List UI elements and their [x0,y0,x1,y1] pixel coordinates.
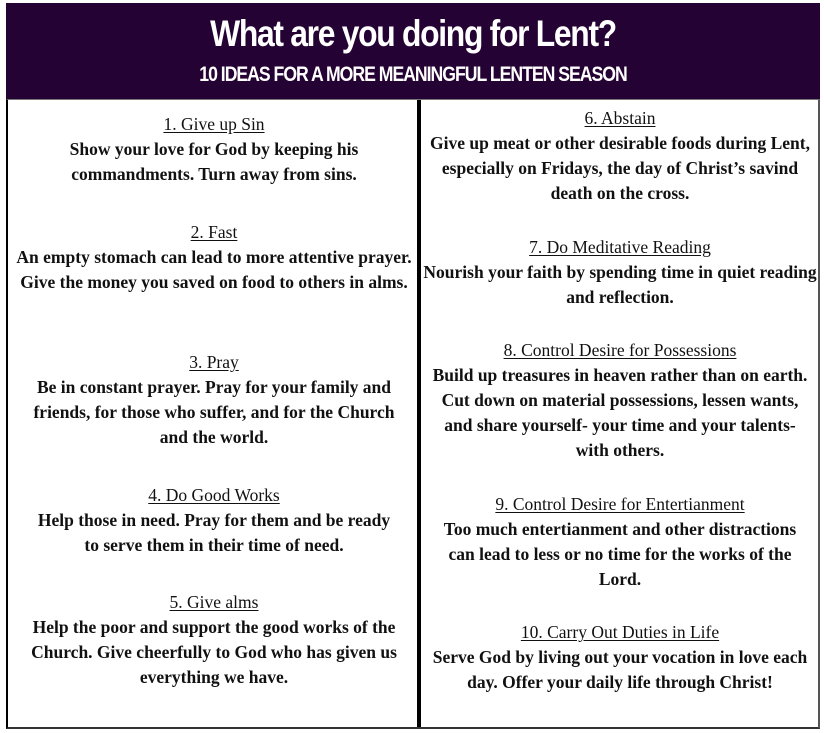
idea-3 [12,350,416,450]
idea-title: 4. Do Good Works [148,485,280,505]
idea-title: 9. Control Desire for Entertianment [495,494,745,514]
idea-4 [12,483,416,558]
idea-body: Give up meat or other desirable foods during Lent, especially on Fridays, the day of Christ’s savind death on the cross. [430,133,810,203]
idea-body: Nourish your faith by spending time in quiet reading and reflection. [423,262,817,307]
idea-body: Help the poor and support the good works of the Church. Give cheerfully to God who has given us everything we have. [31,617,397,687]
idea-body: Show your love for God by keeping his commandments. Turn away from sins. [69,139,359,184]
idea-1 [12,112,416,187]
idea-title: 8. Control Desire for Possessions [503,340,737,360]
idea-8 [422,338,818,463]
idea-title: 5. Give alms [169,592,259,612]
idea-title: 1. Give up Sin [163,114,265,134]
idea-body: Help those in need. Pray for them and be ready to serve them in their time of need. [37,510,391,555]
idea-6 [422,106,818,206]
idea-body: Serve God by living out your vocation in love each day. Offer your daily life through Christ! [432,647,808,692]
idea-9 [422,492,818,592]
idea-title: 10. Carry Out Duties in Life [520,622,720,642]
idea-10 [422,620,818,695]
idea-title: 7. Do Meditative Reading [529,237,711,257]
idea-7 [422,235,818,310]
page-subtitle: 10 IDEAS FOR A MORE MEANINGFUL LENTEN SEASON [199,63,627,86]
ideas-table [6,99,820,729]
idea-title: 3. Pray [189,352,239,372]
lent-ideas-sheet [6,3,820,729]
idea-2 [12,220,416,295]
idea-5 [12,590,416,690]
page-title: What are you doing for Lent? [210,13,616,54]
idea-body: An empty stomach can lead to more attentive prayer. Give the money you saved on food to others in alms. [16,247,412,292]
idea-title: 6. Abstain [584,108,656,128]
idea-body: Build up treasures in heaven rather than on earth. Cut down on material possessions, lessen wants, and share yourself- your time and your talents- with others. [432,365,808,460]
idea-body: Too much entertianment and other distractions can lead to less or no time for the works of the Lord. [443,519,797,589]
column-divider [417,100,421,727]
idea-title: 2. Fast [190,222,238,242]
header-banner [6,3,820,99]
idea-body: Be in constant prayer. Pray for your family and friends, for those who suffer, and for the Church and the world. [33,377,395,447]
